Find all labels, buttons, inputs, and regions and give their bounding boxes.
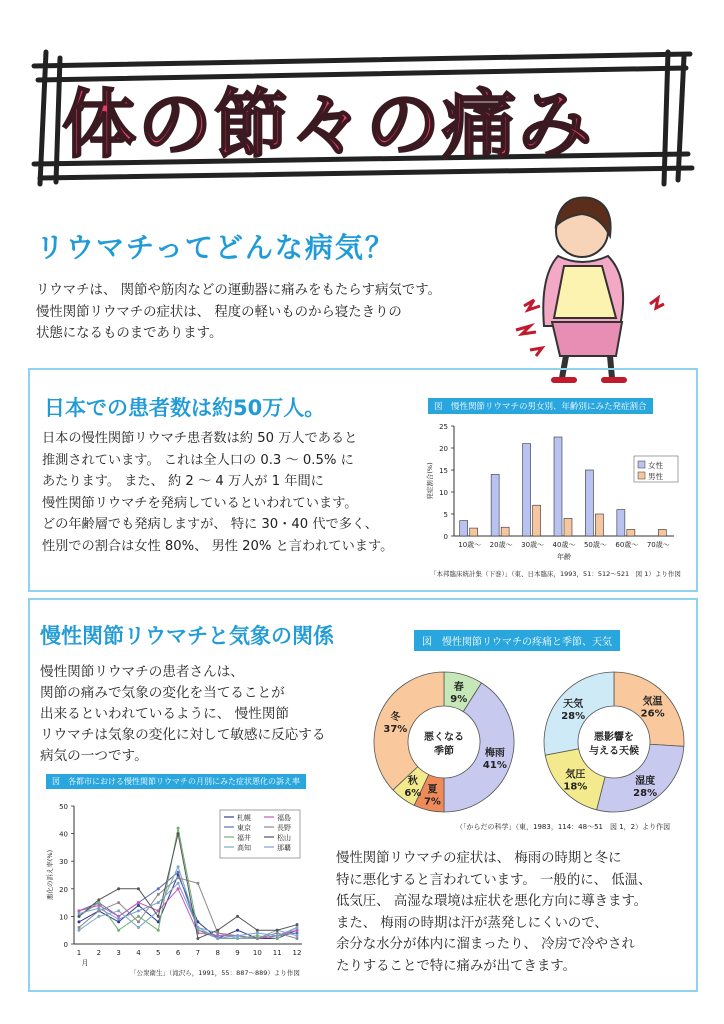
y-tick-label: 50: [59, 803, 68, 811]
y-tick-label: 0: [443, 533, 448, 541]
series-point: [296, 929, 299, 932]
x-axis-label: 月: [81, 959, 89, 967]
y-axis-label: 発症割合(%): [426, 462, 434, 500]
series-point: [256, 929, 259, 932]
slice-value: 26%: [640, 708, 665, 720]
section1-line: 慢性関節リウマチの症状は、 程度の軽いものから寝たきりの: [36, 304, 402, 320]
series-point: [216, 931, 219, 934]
slice-label: 湿度: [635, 775, 656, 787]
section3-text-bottom: [336, 848, 651, 977]
bar: [595, 514, 603, 536]
section1-line: リウマチは、 関節や筋肉などの運動器に痛みをもたらす病気です。: [36, 283, 441, 298]
series-point: [78, 915, 81, 918]
series-point: [117, 929, 120, 932]
x-tick-label: 8: [215, 949, 220, 957]
series-point: [78, 926, 81, 929]
series-point: [117, 918, 120, 921]
slice-label: 冬: [390, 711, 401, 723]
line-chart-title: 図 各都市における慢性関節リウマチの月別にみた症状悪化の訴え率: [46, 774, 306, 789]
series-point: [216, 937, 219, 940]
pie-center-label: 悪くなる: [424, 732, 464, 743]
bar-chart-source: 「本邦臨床統計集（下巻）」（東、日本臨床，1993，51：512～521 図 1）より作図: [430, 570, 681, 578]
section1-line: 状態になるものまであります。: [36, 326, 223, 341]
series-point: [97, 898, 100, 901]
series-point: [137, 887, 140, 890]
series-point: [78, 929, 81, 932]
series-point: [236, 934, 239, 937]
bar: [523, 444, 531, 536]
series-point: [157, 887, 160, 890]
weather-pie-chart: [540, 668, 688, 816]
series-point: [97, 901, 100, 904]
series-point: [276, 931, 279, 934]
bar: [470, 528, 478, 536]
section3-line: 余分な水分が体内に溜まったり、 冷房で冷やされ: [336, 937, 635, 952]
x-tick-label: 10歳～: [458, 541, 482, 549]
pie-chart-source: （「からだの科学」（東，1983，114：48～51 図 1，2）より作図: [456, 823, 671, 831]
series-point: [157, 893, 160, 896]
y-tick-label: 20: [59, 885, 68, 894]
slice-label: 気圧: [565, 769, 586, 781]
bar: [627, 529, 635, 536]
x-tick-label: 6: [175, 949, 181, 957]
section2-line: 推測されています。 これは全人口の 0.3 ～ 0.5% に: [42, 452, 354, 468]
bar: [533, 505, 541, 536]
pie-center-label: 与える天候: [589, 746, 639, 757]
series-point: [117, 920, 120, 923]
section2-text: [42, 428, 393, 557]
legend-label: 札幌: [237, 814, 251, 822]
series-point: [196, 937, 199, 940]
page-title: 体の節々の痛み: [62, 82, 594, 168]
x-tick-label: 12: [292, 949, 302, 957]
y-tick-label: 40: [59, 830, 68, 839]
x-tick-label: 3: [116, 949, 121, 957]
series-point: [97, 904, 100, 907]
series-point: [296, 931, 299, 934]
bar-chart: [424, 418, 688, 568]
legend-label: 福井: [237, 834, 251, 842]
section3-line: たりすることで特に痛みが出てきます。: [336, 958, 576, 974]
series-point: [177, 882, 180, 885]
section2-line: あたります。 また、 約 2 ～ 4 万人が 1 年間に: [42, 474, 324, 489]
slice-label: 天気: [563, 699, 584, 711]
y-tick-label: 10: [59, 913, 68, 922]
series-point: [236, 929, 239, 932]
bar-chart-title: 図 慢性関節リウマチの男女別、年齢別にみた発症割合: [428, 398, 653, 414]
y-tick-label: 30: [59, 858, 68, 867]
slice-value: 28%: [561, 711, 586, 723]
x-tick-label: 2: [96, 949, 102, 957]
pie-chart-title: 図 慢性関節リウマチの疼痛と季節、天気: [414, 630, 620, 651]
slice-value: 7%: [423, 796, 441, 808]
section2-line: 日本の慢性関節リウマチ患者数は約 50 万人であると: [42, 431, 358, 446]
legend-label: 高知: [237, 844, 251, 852]
series-point: [117, 887, 120, 890]
x-tick-label: 7: [195, 949, 201, 957]
series-point: [276, 929, 279, 932]
series-point: [256, 931, 259, 934]
series-point: [276, 934, 279, 937]
bar: [501, 527, 509, 536]
section3-line: 特に悪化すると言われています。 一般的に、 低温、: [336, 872, 652, 888]
bar: [585, 470, 593, 536]
series-point: [137, 909, 140, 912]
x-tick-label: 30歳～: [521, 541, 545, 549]
series-point: [78, 920, 81, 923]
x-tick-label: 20歳～: [489, 541, 513, 549]
series-point: [296, 937, 299, 940]
series-point: [196, 882, 199, 885]
series-point: [296, 934, 299, 937]
section3-text-left: [40, 662, 325, 767]
series-point: [97, 907, 100, 910]
section2-line: どの年齢層でも発病しますが、 特に 30・40 代で多く、: [42, 517, 378, 532]
series-point: [137, 926, 140, 929]
legend-label: 那覇: [277, 844, 291, 852]
slice-label: 気温: [642, 696, 663, 708]
series-point: [296, 926, 299, 929]
legend-label: 男性: [648, 472, 663, 481]
bar: [617, 510, 625, 536]
section2-line: 慢性関節リウマチを発病しているといわれています。: [42, 495, 358, 511]
series-point: [117, 915, 120, 918]
slice-value: 6%: [404, 787, 422, 799]
series-point: [157, 929, 160, 932]
legend-label: 長野: [277, 824, 291, 832]
series-point: [236, 937, 239, 940]
series-point: [256, 934, 259, 937]
section3-line: 慢性関節リウマチの症状は、 梅雨の時期と冬に: [336, 851, 622, 866]
y-tick-label: 20: [439, 445, 448, 453]
series-point: [117, 909, 120, 912]
bar: [460, 521, 468, 536]
series-point: [276, 937, 279, 940]
section3-line: 病気の一つです。: [40, 748, 148, 764]
x-tick-label: 60歳～: [615, 541, 639, 549]
bar: [554, 437, 562, 536]
section3-line: 低気圧、 高湿な環境は症状を悪化方向に導きます。: [336, 894, 648, 909]
slice-value: 9%: [450, 694, 468, 706]
series-point: [177, 827, 180, 830]
series-point: [236, 915, 239, 918]
series-point: [137, 904, 140, 907]
y-tick-label: 25: [439, 423, 448, 431]
series-point: [196, 926, 199, 929]
slice-value: 28%: [633, 787, 658, 799]
series-point: [157, 915, 160, 918]
section3-line: 慢性関節リウマチの患者さんは、: [40, 664, 244, 680]
series-point: [137, 901, 140, 904]
series-point: [137, 920, 140, 923]
series-point: [256, 937, 259, 940]
section1-text: [36, 280, 441, 345]
series-point: [216, 929, 219, 932]
slice-value: 37%: [383, 723, 408, 735]
legend-label: 東京: [237, 824, 251, 832]
section3-line: また、 梅雨の時期は汗が蒸発しにくいので、: [336, 915, 608, 931]
section1-heading: リウマチってどんな病気？: [36, 231, 395, 264]
x-axis-label: 年齢: [557, 553, 571, 561]
pie-center-label: 季節: [434, 746, 454, 757]
slice-label: 春: [453, 682, 464, 694]
x-tick-label: 70歳～: [646, 541, 670, 549]
season-pie-chart: [370, 668, 518, 816]
series-point: [177, 865, 180, 868]
series-point: [177, 887, 180, 890]
section3-line: 関節の痛みで気象の変化を当てることが: [40, 685, 285, 701]
legend-label: 女性: [648, 461, 663, 470]
series-point: [117, 901, 120, 904]
slice-value: 41%: [482, 759, 507, 771]
series-point: [78, 909, 81, 912]
slice-label: 梅雨: [484, 747, 505, 759]
section3-line: 出来るといわれているように、 慢性関節: [40, 706, 290, 722]
bar: [564, 518, 572, 536]
section2-line: 性別での割合は女性 80%、 男性 20% と言われています。: [42, 538, 394, 554]
y-tick-label: 10: [439, 489, 448, 497]
series-point: [157, 901, 160, 904]
y-tick-label: 0: [63, 941, 68, 949]
section3-line: リウマチは気象の変化に対して敏感に反応する: [40, 727, 326, 743]
legend-swatch: [638, 461, 645, 468]
section2-heading: 日本での患者数は約50万人。: [44, 396, 326, 420]
section3-heading: 慢性関節リウマチと気象の関係: [40, 624, 334, 648]
line-chart: [40, 796, 312, 968]
x-tick-label: 1: [76, 949, 82, 957]
legend-swatch: [638, 472, 645, 479]
line-chart-source: 「公衆衛生」（滝沢ら，1991，55：887～889）より作図: [130, 969, 300, 977]
x-tick-label: 9: [235, 949, 240, 957]
series-point: [296, 923, 299, 926]
y-tick-label: 15: [439, 467, 448, 475]
series-point: [137, 915, 140, 918]
woman-illustration: [500, 186, 670, 386]
slice-value: 18%: [563, 781, 588, 793]
x-tick-label: 50歳～: [583, 541, 607, 549]
slice-label: 夏: [427, 784, 438, 796]
x-tick-label: 4: [136, 949, 141, 957]
series-point: [78, 912, 81, 915]
legend-label: 松山: [277, 834, 291, 842]
y-axis-label: 悪化の訴え率(%): [46, 849, 54, 901]
bar: [491, 474, 499, 536]
x-tick-label: 5: [156, 949, 161, 957]
series-point: [177, 832, 180, 835]
slice-label: 秋: [407, 775, 418, 787]
series-point: [97, 909, 100, 912]
x-tick-label: 11: [272, 949, 282, 957]
series-point: [177, 876, 180, 879]
bar: [658, 529, 666, 536]
legend-label: 福島: [277, 814, 291, 822]
x-tick-label: 40歳～: [552, 541, 576, 549]
x-tick-label: 10: [252, 949, 262, 957]
series-point: [97, 915, 100, 918]
pie-center-label: 悪影響を: [594, 732, 634, 743]
series-point: [216, 934, 219, 937]
y-tick-label: 5: [443, 511, 448, 519]
